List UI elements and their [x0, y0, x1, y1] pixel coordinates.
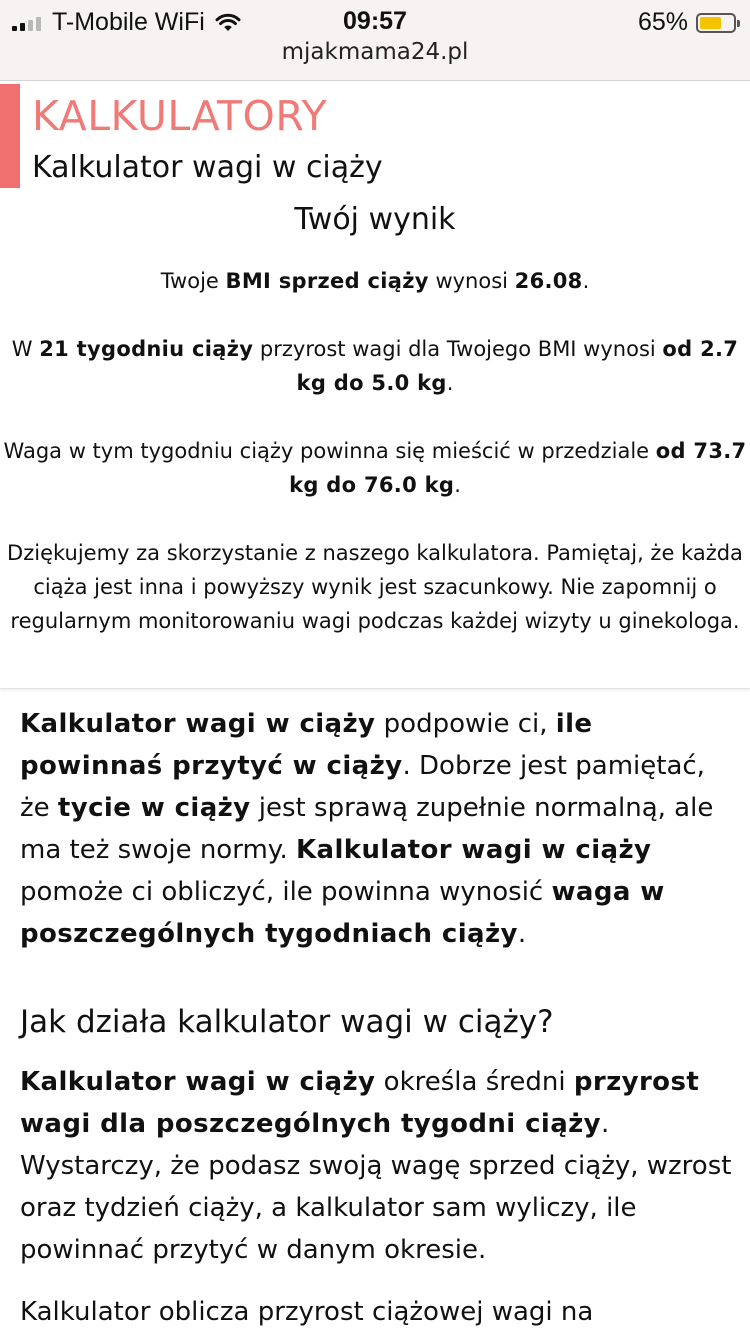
battery-percent: 65% [637, 8, 688, 36]
battery-fill [700, 17, 721, 29]
section-header [0, 84, 750, 192]
result-title: Twój wynik [294, 202, 456, 237]
thanks-note: Dziękujemy za skorzystanie z naszego kalkulatora. Pamiętaj, że każda ciąża jest inna i powyższy wynik jest szacunkowy. Nie zapomnij o regularnym monitorowaniu wagi podczas każdej wizyty u ginekologa. [7, 541, 743, 633]
status-bar [0, 0, 750, 81]
page-title: Kalkulator wagi w ciąży [32, 150, 383, 185]
battery-icon [696, 13, 736, 33]
result-card [0, 192, 750, 689]
clock: 09:57 [343, 7, 407, 35]
weight-range-result: Waga w tym tygodniu ciąży powinna się mieścić w przedziale od 73.7 kg do 76.0 kg. [3, 439, 747, 497]
status-right [638, 8, 736, 37]
section-heading: Jak działa kalkulator wagi w ciąży? [20, 1004, 554, 1040]
how-it-works-paragraph: Kalkulator wagi w ciąży określa średni przyrost wagi dla poszczególnych tygodni ciąży. Wystarczy, że podasz swoją wagę sprzed ciąży, wzrost oraz tydzień ciąży, a kalkulator sam wyliczy, ile powinnać przytyć w danym okresie. [20, 1067, 732, 1265]
calculation-paragraph: Kalkulator oblicza przyrost ciążowej wagi na [20, 1297, 594, 1327]
section-title[interactable]: KALKULATORY [32, 92, 328, 140]
url-bar[interactable]: mjakmama24.pl [281, 39, 469, 65]
weight-gain-result: W 21 tygodniu ciąży przyrost wagi dla Twojego BMI wynosi od 2.7 kg do 5.0 kg. [11, 337, 739, 395]
intro-paragraph: Kalkulator wagi w ciąży podpowie ci, ile powinnaś przytyć w ciąży. Dobrze jest pamiętać, że tycie w ciąży jest sprawą zupełnie normalną, ale ma też swoje normy. Kalkulator wagi w ciąży pomoże ci obliczyć, ile powinna wynosić waga w poszczególnych tygodniach ciąży. [20, 709, 714, 949]
accent-bar [0, 84, 20, 188]
bmi-result: Twoje BMI sprzed ciąży wynosi 26.08. [160, 269, 590, 293]
carrier-label: T-Mobile WiFi [52, 8, 205, 36]
